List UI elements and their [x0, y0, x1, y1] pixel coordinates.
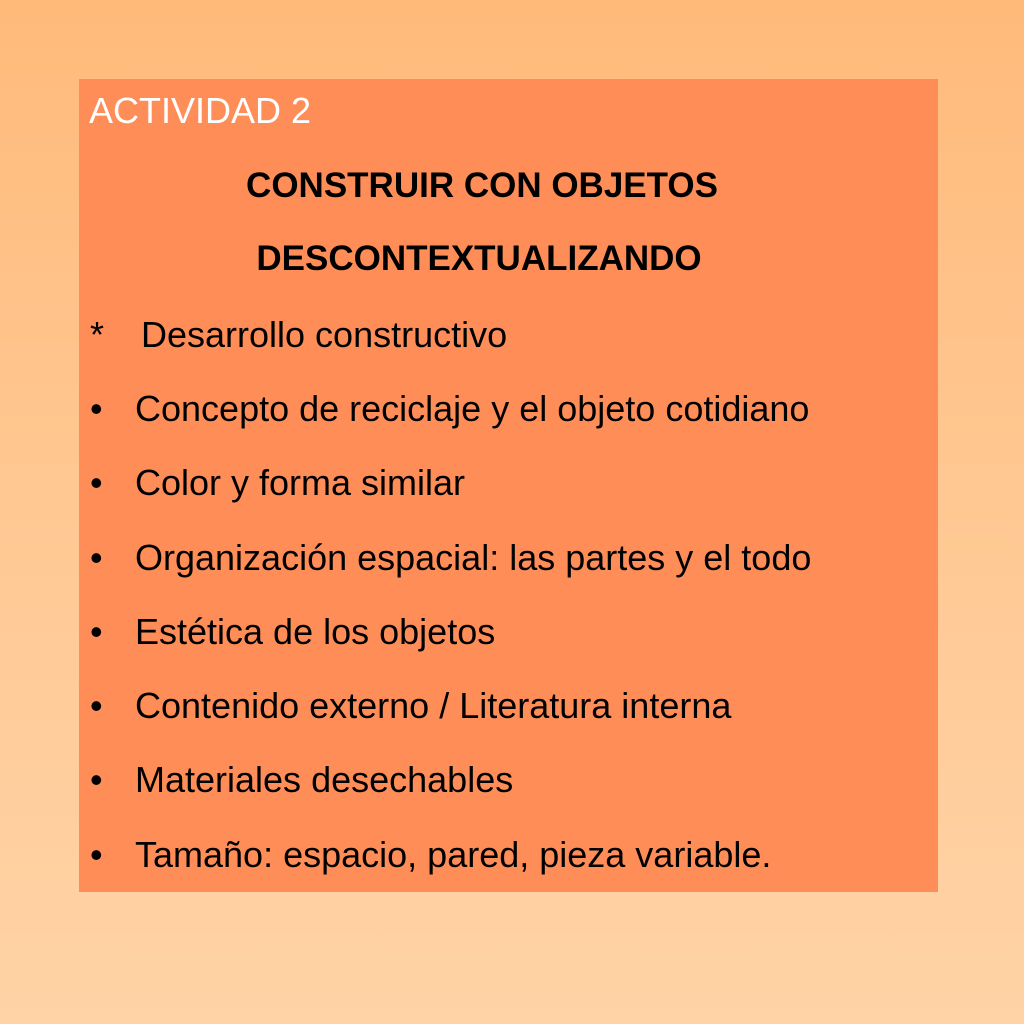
bullet-marker: •: [90, 834, 103, 875]
bullet-marker: •: [90, 388, 103, 429]
list-item-text: Estética de los objetos: [135, 611, 496, 652]
list-item: [79, 389, 938, 429]
heading-line-2: DESCONTEXTUALIZANDO: [256, 239, 702, 278]
list-item: [79, 463, 938, 503]
list-item-text: Contenido externo / Literatura interna: [135, 685, 732, 726]
list-item-text: Color y forma similar: [135, 462, 466, 503]
list-item: [79, 538, 938, 578]
bullet-marker: •: [90, 537, 103, 578]
list-item: [79, 835, 938, 875]
list-item: [79, 686, 938, 726]
bullet-marker: •: [90, 462, 103, 503]
list-item: [79, 612, 938, 652]
content-box: [79, 79, 938, 892]
bullet-marker: •: [90, 611, 103, 652]
list-item-text: Desarrollo constructivo: [141, 314, 508, 355]
activity-label: ACTIVIDAD 2: [89, 90, 312, 131]
list-item-star: [79, 315, 938, 355]
heading-line-1: CONSTRUIR CON OBJETOS: [246, 166, 718, 205]
list-item-text: Tamaño: espacio, pared, pieza variable.: [135, 834, 772, 875]
list-item: [79, 760, 938, 800]
bullet-marker: •: [90, 685, 103, 726]
list-item-text: Concepto de reciclaje y el objeto cotidiano: [135, 388, 810, 429]
list-item-text: Materiales desechables: [135, 759, 514, 800]
list-item-text: Organización espacial: las partes y el todo: [135, 537, 812, 578]
bullet-marker: •: [90, 759, 103, 800]
asterisk-marker: *: [90, 314, 105, 355]
